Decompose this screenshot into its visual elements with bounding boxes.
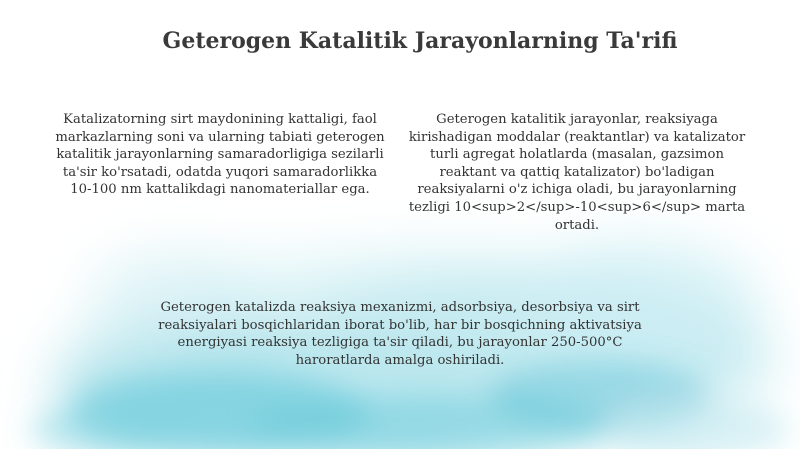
left-paragraph: Katalizatorning sirt maydonining kattaligi, faol markazlarning soni va ularning tabiati geterogen katalitik jarayonlarning samaradorligiga sezilarli ta'sir ko'rsatadi, odatda yuqori samaradorlikka 10-100 nm kattalikdagi nanomateriallar ega. — [55, 112, 385, 198]
slide-title: Geterogen Katalitik Jarayonlarning Ta'rifi — [162, 28, 678, 54]
bottom-paragraph: Geterogen katalizda reaksiya mexanizmi, adsorbsiya, desorbsiya va sirt reaksiyalari bosqichlaridan iborat bo'lib, har bir bosqichning aktivatsiya energiyasi reaksiya tezligiga ta'sir qiladi, bu jarayonlar 250-500°C haroratlarda amalga oshiriladi. — [158, 300, 642, 368]
right-paragraph: Geterogen katalitik jarayonlar, reaksiyaga kirishadigan moddalar (reaktantlar) va katalizator turli agregat holatlarda (masalan, gazsimon reaktant va qattiq katalizator) bo'ladigan reaksiyalarni o'z ichiga oladi, bu jarayonlarning tezligi 10<sup>2</sup>-10<sup>6</sup> marta ortadi. — [408, 112, 746, 233]
